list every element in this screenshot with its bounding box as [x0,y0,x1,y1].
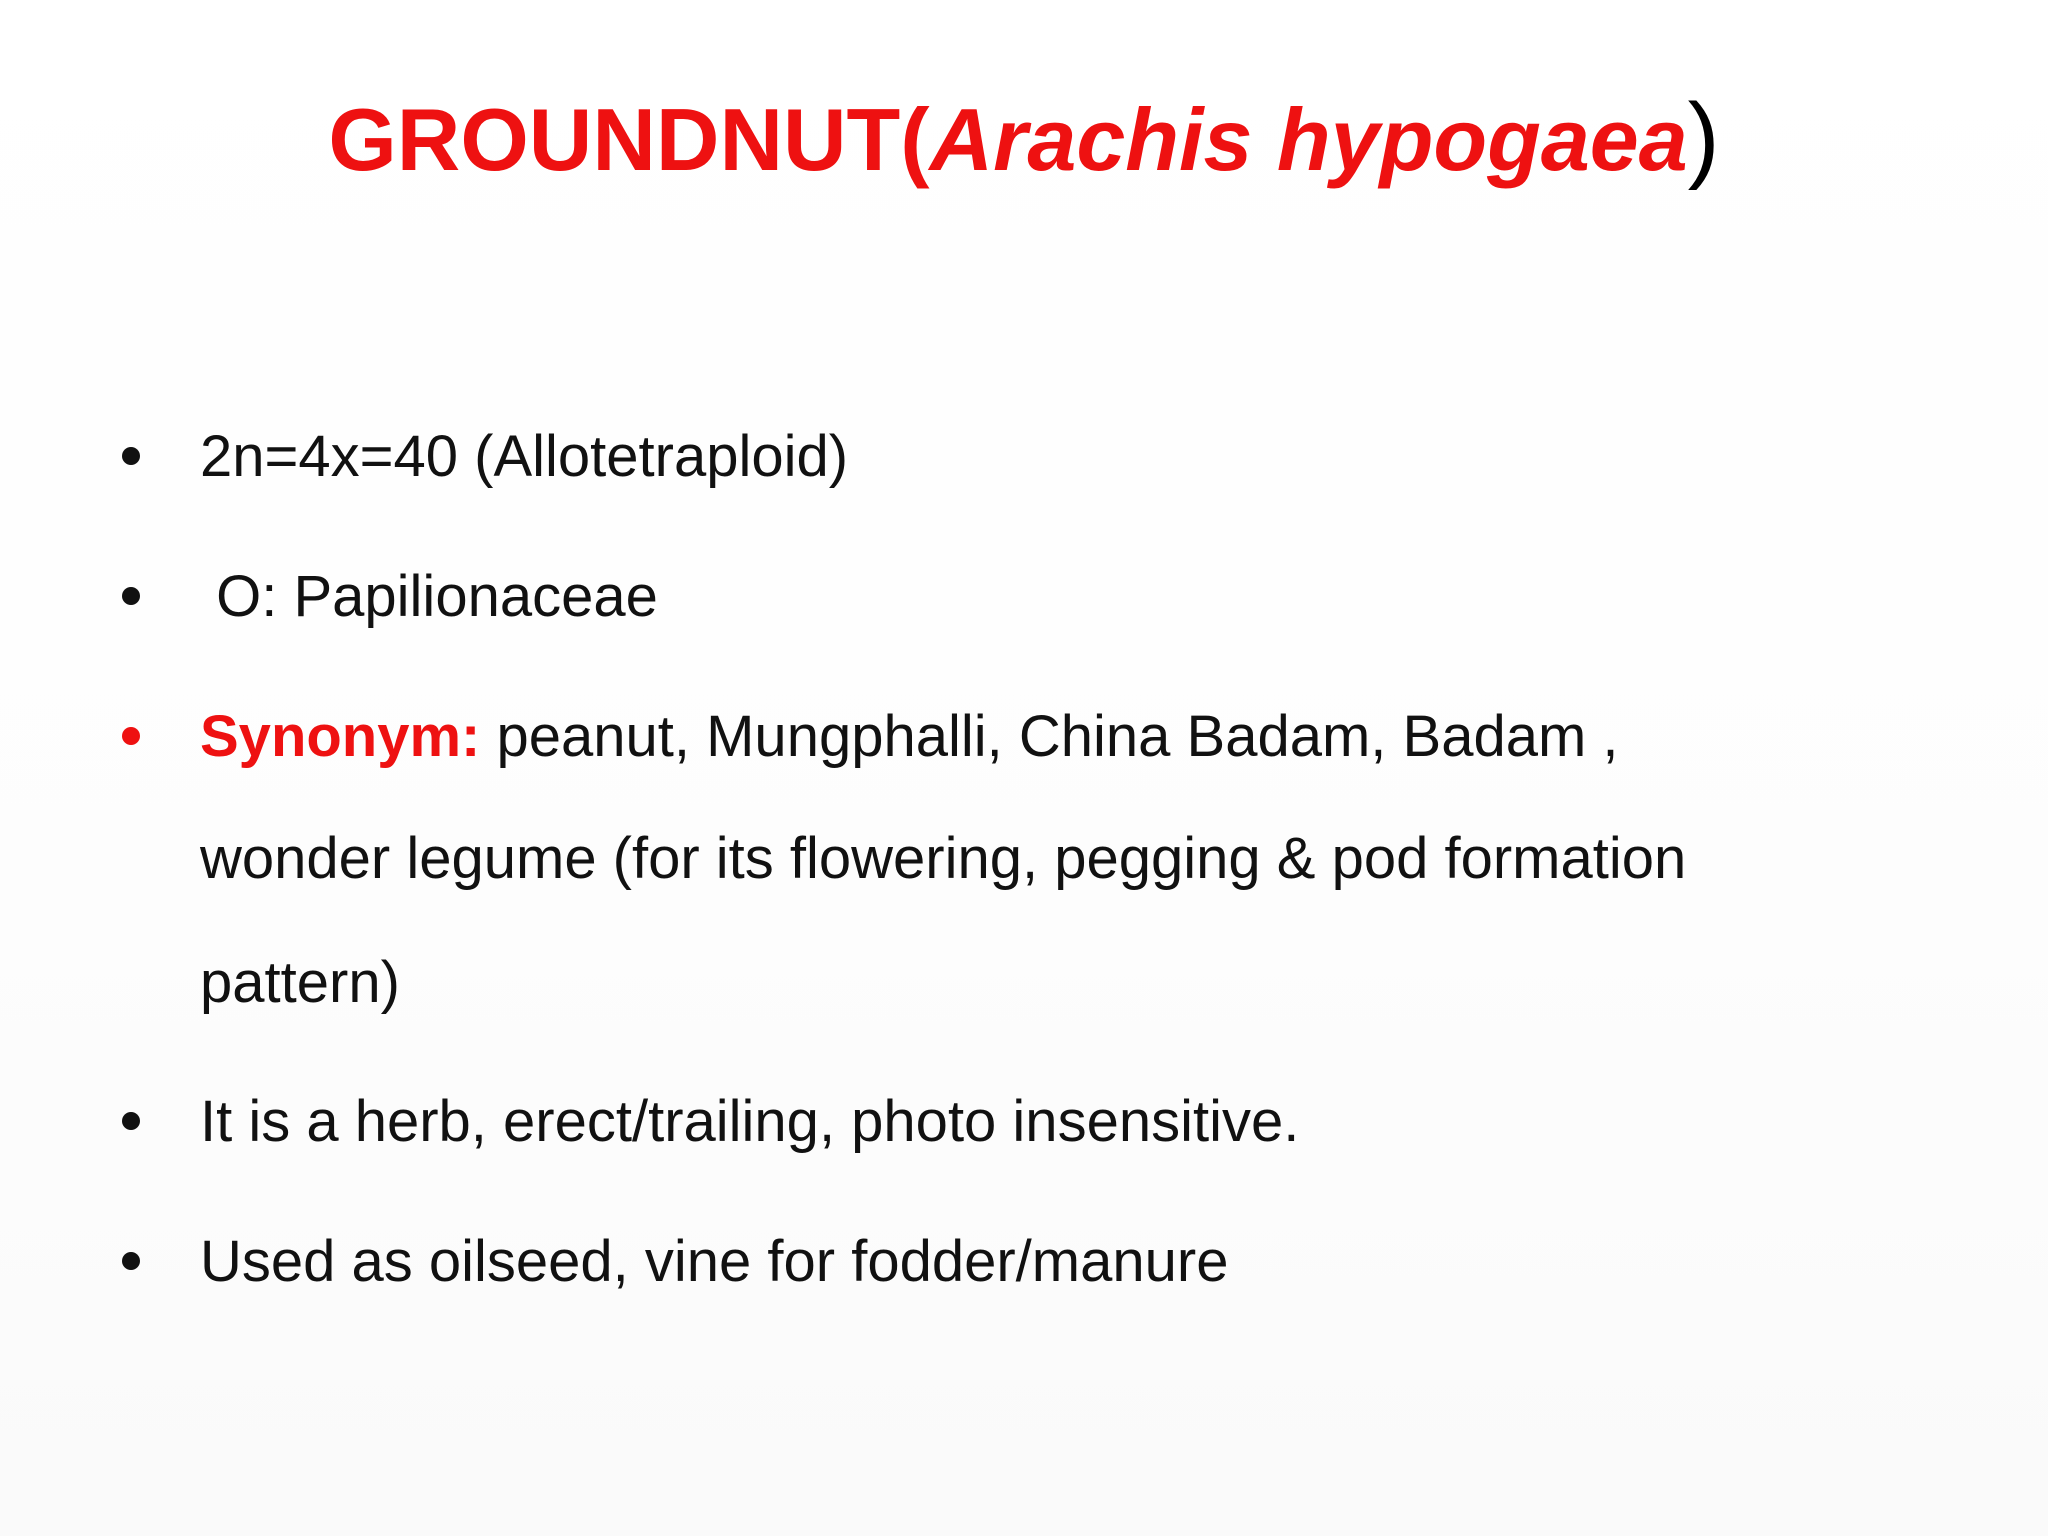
bullet-text-habit: It is a herb, erect/trailing, photo insensitive. [200,1089,1300,1154]
bullet-dot-icon [122,727,140,745]
bullet-dot-icon [122,587,140,605]
bullet-dot-icon [122,447,140,465]
bullet-dot-icon [122,1252,140,1270]
bullet-text-order: O: Papilionaceae [200,564,658,629]
synonym-values: peanut, Mungphalli, China Badam, Badam , [480,704,1619,769]
title-main: GROUNDNUT( [328,90,930,189]
title-species: Arachis hypogaea [929,90,1688,189]
bullet-text-chromosome: 2n=4x=40 (Allotetraploid) [200,424,849,489]
bullet-text-synonym-line1 [200,702,1619,772]
synonym-label: Synonym: [200,704,481,769]
bullet-text-synonym-line2: wonder legume (for its flowering, pegging & pod formation [200,826,1687,891]
bullet-text-uses: Used as oilseed, vine for fodder/manure [200,1229,1229,1294]
title-close-paren: ) [1687,84,1720,191]
bullet-text-synonym-line3: pattern) [200,950,400,1015]
bullet-dot-icon [122,1112,140,1130]
